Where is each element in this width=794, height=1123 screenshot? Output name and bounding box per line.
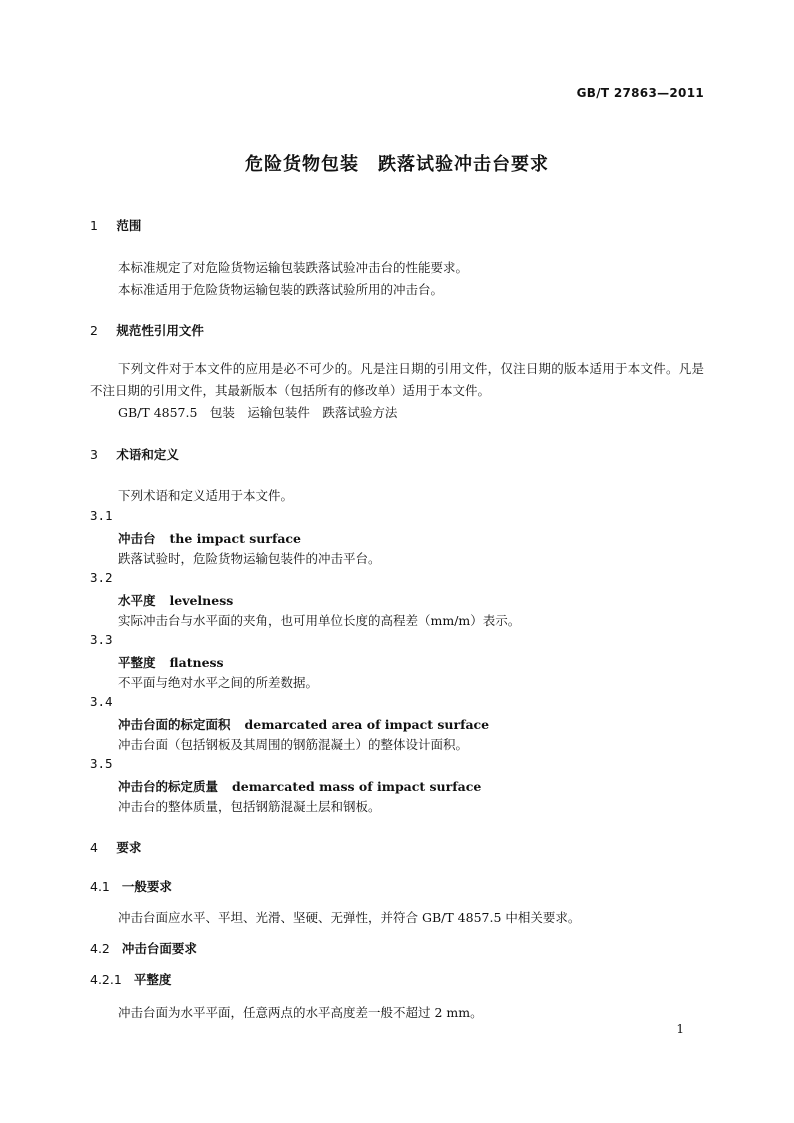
section-title: 规范性引用文件 <box>116 323 204 338</box>
page-number: 1 <box>676 1022 684 1036</box>
section-number: 4 <box>90 840 98 855</box>
section-number: 2 <box>90 323 98 338</box>
term-chinese: 冲击台的标定质量 <box>118 779 219 794</box>
subsection-4-1-heading <box>90 877 172 895</box>
section-3-heading <box>90 445 179 463</box>
subsection-4-2-1-heading <box>90 970 171 988</box>
term-definition: 跌落试验时，危险货物运输包装件的冲击平台。 <box>118 551 381 566</box>
term-number: 3.1 <box>90 508 113 523</box>
term-number: 3.2 <box>90 570 113 585</box>
subsection-title: 一般要求 <box>121 879 172 894</box>
section-number: 1 <box>90 218 98 233</box>
section-title: 术语和定义 <box>116 447 179 462</box>
subsection-number: 4.2 <box>90 941 110 956</box>
paragraph: 本标准适用于危险货物运输包装的跌落试验所用的冲击台。 <box>118 282 444 297</box>
term-definition: 实际冲击台与水平面的夹角，也可用单位长度的高程差（mm/m）表示。 <box>118 613 521 628</box>
term-entry <box>118 529 301 547</box>
paragraph: 冲击台面为水平平面，任意两点的水平高度差一般不超过 2 mm。 <box>118 1005 483 1020</box>
standard-number: GB/T 27863—2011 <box>576 86 704 100</box>
term-number: 3.3 <box>90 632 113 647</box>
term-english: levelness <box>169 593 234 608</box>
paragraph: 下列文件对于本文件的应用是必不可少的。凡是注日期的引用文件，仅注日期的版本适用于本文件。凡是不注日期的引用文件，其最新版本（包括所有的修改单）适用于本文件。 <box>90 361 704 398</box>
term-entry <box>118 591 233 609</box>
term-english: flatness <box>169 655 224 670</box>
section-4-heading <box>90 838 141 856</box>
section-2-heading <box>90 321 204 339</box>
term-chinese: 冲击台面的标定面积 <box>118 717 231 732</box>
term-entry <box>118 715 489 733</box>
section-1-heading <box>90 216 141 234</box>
subsection-title: 平整度 <box>133 972 172 987</box>
section-title: 要求 <box>116 840 142 855</box>
term-number: 3.5 <box>90 756 113 771</box>
term-number: 3.4 <box>90 694 113 709</box>
section-number: 3 <box>90 447 98 462</box>
term-english: demarcated area of impact surface <box>244 717 490 732</box>
paragraph: 本标准规定了对危险货物运输包装跌落试验冲击台的性能要求。 <box>118 260 469 275</box>
document-title: 危险货物包装 跌落试验冲击台要求 <box>245 154 549 175</box>
paragraph: 冲击台面应水平、平坦、光滑、坚硬、无弹性，并符合 GB/T 4857.5 中相关要求。 <box>118 910 581 925</box>
section-title: 范围 <box>116 218 142 233</box>
term-definition: 冲击台面（包括钢板及其周围的钢筋混凝土）的整体设计面积。 <box>118 737 469 752</box>
term-chinese: 平整度 <box>118 655 156 670</box>
term-definition: 不平面与绝对水平之间的所差数据。 <box>118 675 319 690</box>
paragraph: 下列术语和定义适用于本文件。 <box>118 488 294 503</box>
subsection-number: 4.2.1 <box>90 972 122 987</box>
term-chinese: 水平度 <box>118 593 156 608</box>
term-chinese: 冲击台 <box>118 531 156 546</box>
subsection-4-2-heading <box>90 939 197 957</box>
subsection-title: 冲击台面要求 <box>121 941 197 956</box>
term-definition: 冲击台的整体质量，包括钢筋混凝土层和钢板。 <box>118 799 381 814</box>
term-english: demarcated mass of impact surface <box>232 779 482 794</box>
term-english: the impact surface <box>169 531 301 546</box>
normative-reference: GB/T 4857.5 包装 运输包装件 跌落试验方法 <box>118 405 398 420</box>
term-entry <box>118 653 224 671</box>
subsection-number: 4.1 <box>90 879 110 894</box>
term-entry <box>118 777 481 795</box>
